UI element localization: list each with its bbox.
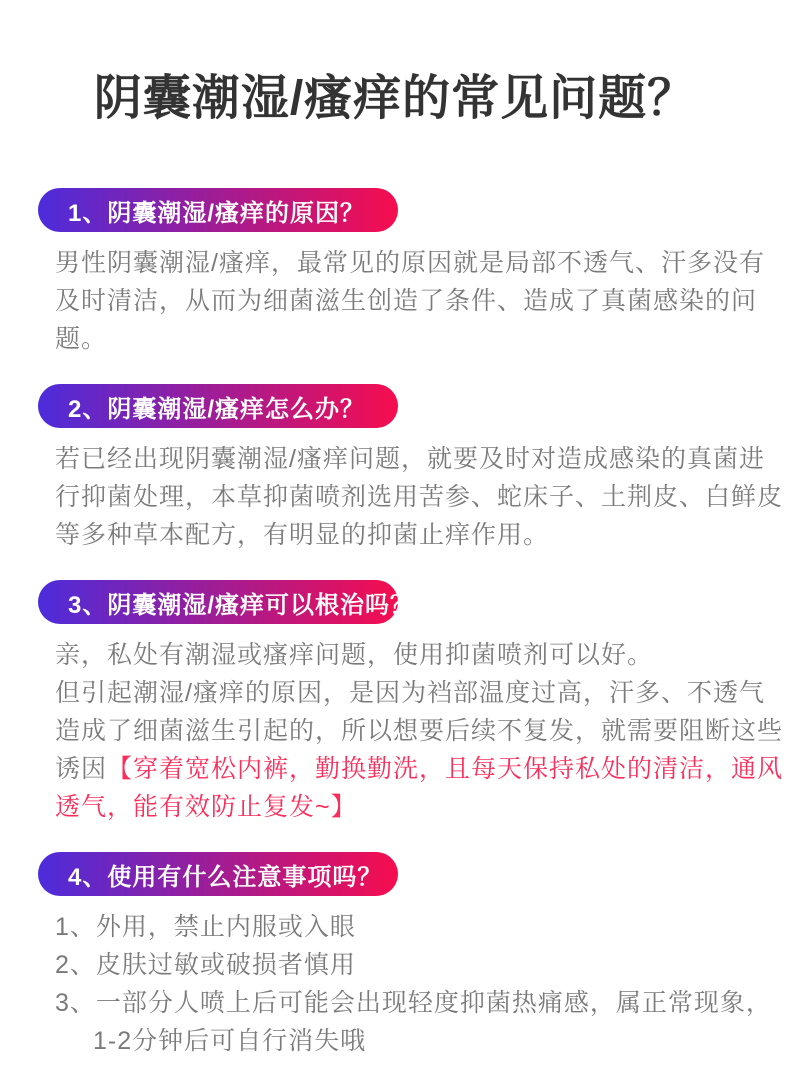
faq-section-cure bbox=[0, 580, 790, 826]
answer-text-3-line2 bbox=[55, 674, 790, 826]
answer-block-4 bbox=[55, 908, 790, 1060]
page-title: 阴囊潮湿/瘙痒的常见问题？ bbox=[93, 72, 697, 125]
answer-text-1: 男性阴囊潮湿/瘙痒，最常见的原因就是局部不透气、汗多没有及时清洁，从而为细菌滋生创造了条件、造成了真菌感染的问题。 bbox=[55, 249, 765, 353]
answer-block-2 bbox=[55, 440, 790, 554]
precaution-item-1: 1、外用，禁止内服或入眼 bbox=[55, 913, 356, 941]
answer-block-3 bbox=[55, 636, 790, 826]
answer-text-3-highlight: 【穿着宽松内裤，勤换勤洗，且每天保持私处的清洁，通风透气，能有效防止复发~】 bbox=[55, 755, 784, 821]
precaution-item-2: 2、皮肤过敏或破损者慎用 bbox=[55, 951, 356, 979]
answer-text-3-line1: 亲，私处有潮湿或瘙痒问题，使用抑菌喷剂可以好。 bbox=[55, 641, 654, 669]
faq-section-precautions bbox=[0, 852, 790, 1060]
faq-section-what-to-do bbox=[0, 384, 790, 554]
question-pill-1: 1、阴囊潮湿/瘙痒的原因？ bbox=[38, 188, 398, 232]
answer-text-2: 若已经出现阴囊潮湿/瘙痒问题，就要及时对造成感染的真菌进行抑菌处理，本草抑菌喷剂选用苦参、蛇床子、土荆皮、白鲜皮等多种草本配方，有明显的抑菌止痒作用。 bbox=[55, 445, 784, 549]
answer-text-3-normal: 但引起潮湿/瘙痒的原因，是因为裆部温度过高，汗多、不透气造成了细菌滋生引起的，所以想要后续不复发，就需要阻断这些诱因 bbox=[55, 679, 784, 783]
question-pill-4: 4、使用有什么注意事项吗？ bbox=[38, 852, 398, 896]
answer-block-1 bbox=[55, 244, 790, 358]
question-pill-2: 2、阴囊潮湿/瘙痒怎么办？ bbox=[38, 384, 398, 428]
faq-section-causes bbox=[0, 188, 790, 358]
question-pill-3: 3、阴囊潮湿/瘙痒可以根治吗？ bbox=[38, 580, 398, 624]
precaution-item-3: 3、一部分人喷上后可能会出现轻度抑菌热痛感，属正常现象，1-2分钟后可自行消失哦 bbox=[55, 989, 772, 1055]
